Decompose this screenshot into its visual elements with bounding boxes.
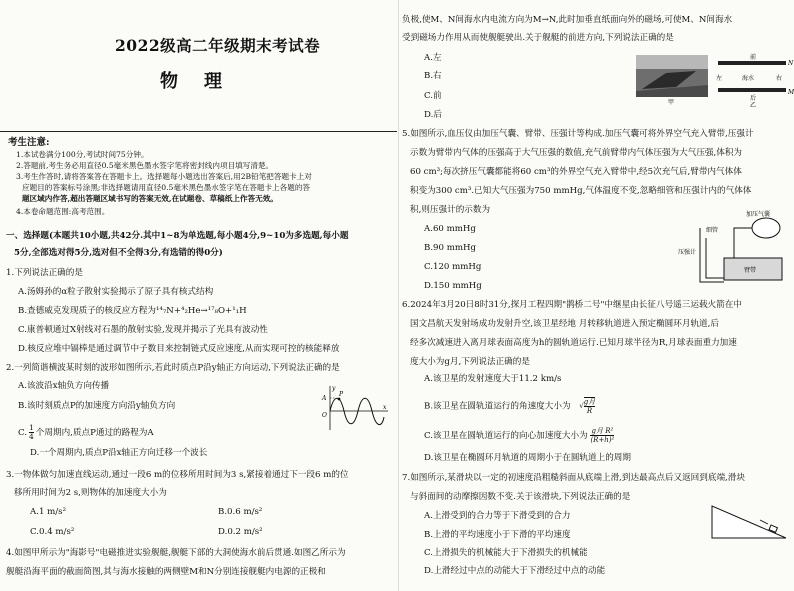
front-label: 前 [750,54,757,61]
amplitude-label: A [322,395,327,402]
q6-stem-line-1: 6.2024年3月20日8时31分,探月工程四期"鹊桥二号"中继星由长征八号遥三运载火箭在中 [402,300,742,310]
right-label: 右 [776,75,783,82]
q4-stem-line-4: 受到磁场力作用从而使舰艇驶出.关于舰艇的前进方向,下列说法正确的是 [402,33,674,43]
q1-option-b: B.查德威克发现质子的核反应方程为¹⁴₇N+⁴₂He→¹⁷₈O+¹₁H [18,306,247,316]
exam-title: 2022级高二年级期末考试卷 [115,36,321,55]
q5-option-c: C.120 mmHg [424,262,482,272]
wall-n [718,61,786,65]
q4-option-d: D.后 [424,110,442,120]
q7-option-b: B.上滑的平均速度小于下滑的平均速度 [424,530,571,540]
pressure-bulb [752,218,780,238]
q5-stem-line-1: 5.如图所示,血压仪由加压气囊、臂带、压强计等构成.加压气囊可将外界空气充入臂带,压强计 [402,129,754,139]
q5-stem-line-4: 积变为300 cm³.已知大气压强为750 mmHg,气体温度不变,忽略细管和压强计内的气体体 [410,186,752,196]
q5-option-a: A.60 mmHg [424,224,476,234]
q5-option-d: D.150 mmHg [424,281,482,291]
q7-stem-line-2: 与斜面间的动摩擦因数不变.关于该滑块,下列说法正确的是 [410,492,631,502]
notice-line-2: 2.答题前,考生务必用直径0.5毫米黑色墨水签字笔将密封线内项目填写清楚。 [16,161,274,170]
q4-stem-line-2: 舰艇沿海平面的截面简图,其与海水接触的两侧壁M和N分别连接舰艇内电源的正极和 [6,567,326,577]
gauge-outer [700,228,724,282]
q5-option-b: B.90 mmHg [424,243,477,253]
gauge-tube [706,238,724,278]
q6-option-c [424,427,614,444]
wave-curve [330,398,384,424]
origin-label: O [322,412,327,419]
q6-option-a: A.该卫星的发射速度大于11.2 km/s [424,374,562,384]
q2-option-a: A.该波沿x轴负方向传播 [18,381,110,391]
q3-stem-line-2: 移所用时间为2 s,则物体的加速度大小为 [14,488,167,498]
m-label: M [788,89,794,96]
q7-option-d: D.上滑经过中点的动能大于下滑经过中点的动能 [424,566,606,576]
tube-label: 细管 [706,227,719,234]
q4-option-c: C.前 [424,91,442,101]
section-heading-line-2: 5分,全部选对得5分,选对但不全得3分,有选错的得0分) [14,248,223,258]
q6-stem-line-2: 国文昌航天发射场成功发射升空,该卫星经地 月转移轨道进入预定椭圆环月轨道,后 [410,319,719,329]
notice-heading: 考生注意: [8,137,50,148]
q6-stem-line-3: 经多次减速进入离月球表面高度为h的圆轨道运行.已知月球半径为R,月球表面重力加速 [410,338,737,348]
blood-pressure-figure [676,208,788,288]
q2-option-c-text: 个周期内,质点P通过的路程为A [35,428,154,438]
cross-section-figure [712,52,794,108]
wall-m [718,88,786,92]
q5-stem-line-5: 积,则压强计的示数为 [410,205,491,215]
column-divider [398,0,399,591]
n-label: N [788,60,794,67]
point-p [338,398,341,401]
q5-stem-line-2: 示数为臂带内气体的压强高于大气压强的数值,充气前臂带内气体压强为大气压强,体积为 [410,148,743,158]
q5-stem-line-3: 60 cm³;每次挤压气囊都能将60 cm³的外界空气充入臂带中,经5次充气后,臂带内气体体 [410,167,742,177]
q3-option-a: A.1 m/s² [30,507,67,517]
q3-option-c: C.0.4 m/s² [30,527,75,537]
y-axis-label: y [332,385,336,392]
q3-option-d: D.0.2 m/s² [218,527,263,537]
q3-option-b: B.0.6 m/s² [218,507,263,517]
velocity-arrow [760,520,768,524]
subject-title: 物理 [160,71,248,92]
incline-figure [708,498,790,544]
q7-option-c: C.上滑损失的机械能大于下滑损失的机械能 [424,548,588,558]
seawater-label: 海水 [742,75,755,82]
q6-option-c-text: C.该卫星在圆轨道运行的向心加速度大小为 [424,431,588,441]
wave-figure [318,384,390,434]
q6-option-c-formula: g月 R² (R+h)² [590,427,615,444]
q2-option-c [18,424,154,441]
q7-option-a: A.上滑受到的合力等于下滑受到的合力 [424,511,571,521]
cuff-label: 臂带 [744,267,757,274]
q3-stem-line-1: 3.一物体做匀加速直线运动,通过一段6 m的位移所用时间为3 s,紧接着通过下一段6 m的位 [6,470,349,480]
q4-stem-line-1: 4.如图甲所示为"海影号"电磁推进实验舰艇,舰艇下部的大洞使海水前后贯通.如图乙所示为 [6,548,346,558]
q1-stem: 1.下列说法正确的是 [6,268,83,278]
q1-option-d: D.核反应堆中镉棒是通过调节中子数目来控制链式反应速度,从而实现可控的核能释放 [18,344,340,354]
fraction-denominator: 4 [29,432,34,441]
section-heading-line-1: 一、选择题(本题共10小题,共42分.其中1~8为单选题,每小题4分,9~10为多选题,每小题 [6,231,349,241]
notice-line-4: 应题目的答案标号涂黑;非选择题请用直径0.5毫米黑色墨水签字笔在答题卡上各题的答 [22,183,311,192]
q6-option-d: D.该卫星在椭圆环月轨道的周期小于在圆轨道上的周期 [424,453,631,463]
incline-plane [712,506,786,538]
q2-option-d: D.一个周期内,质点P沿x轴正方向迁移一个波长 [30,448,208,458]
back-label: 后 [750,95,757,102]
q4-option-b: B.右 [424,71,442,81]
fraction-numerator: 1 [29,423,34,432]
gauge-label: 压强计 [678,249,697,256]
notice-line-1: 1.本试卷满分100分,考试时间75分钟。 [16,150,149,159]
q6-option-b-text: B.该卫星在圆轨道运行的角速度大小为 [424,401,571,412]
x-axis-label: x [383,404,387,411]
left-label: 左 [716,75,723,82]
thin-tube [734,228,752,258]
q2-stem: 2.一列简谐横波某时刻的波形如图所示,若此时质点P沿y轴正方向运动,下列说法正确的是 [6,363,340,373]
notice-line-3: 3.考生作答时,请将答案答在答题卡上。选择题每小题选出答案后,用2B铅笔把答题卡上对 [16,172,312,181]
q6-option-b-formula: √ g月 R [579,398,596,415]
q7-stem-line-1: 7.如图所示,某滑块以一定的初速度沿粗糙斜面从底端上滑,到达最高点后又返回到底端,滑块 [402,473,745,483]
right-column [400,0,794,591]
q2-option-b: B.该时刻质点P的加速度方向沿y轴负方向 [18,401,176,411]
figure-yi-label: 乙 [750,102,757,108]
sky-area [636,55,708,69]
q4-stem-line-3: 负极,使M、N间海水内电流方向为M→N,此时加垂直纸面向外的磁场,可使M、N间海水 [402,15,733,25]
bulb-label: 加压气囊 [746,211,771,218]
q2-option-c-prefix: C. [18,428,28,438]
q6-stem-line-4: 度大小为g月,下列说法正确的是 [410,357,530,367]
notice-line-5: 题区域内作答,超出答题区域书写的答案无效,在试题卷、草稿纸上作答无效。 [22,194,278,203]
figure-jia-label: 甲 [668,99,675,105]
q1-option-a: A.汤姆孙的α粒子散射实验揭示了原子具有核式结构 [18,287,214,297]
q1-option-c: C.康普顿通过X射线对石墨的散射实验,发现并揭示了光具有波动性 [18,325,268,335]
q2-option-c-fraction [29,424,34,441]
p-label: P [339,391,344,398]
q6-option-b [424,397,595,415]
ship-photo-figure [636,55,708,105]
notice-line-6: 4.本卷命题范围:高考范围。 [16,207,110,216]
q4-option-a: A.左 [424,53,442,63]
header-rule [0,131,397,132]
